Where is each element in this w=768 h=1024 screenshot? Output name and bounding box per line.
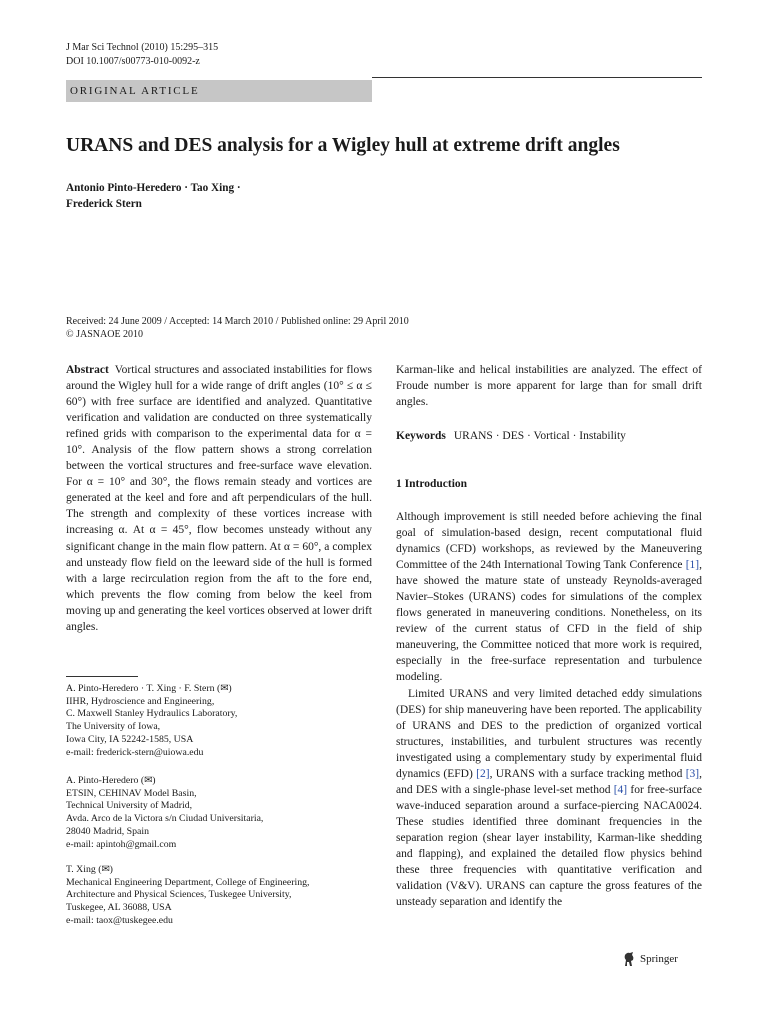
abstract-continuation-text: Karman-like and helical instabilities are analyzed. The effect of Froude number is more apparent for large than for small drift angles. (396, 364, 702, 409)
affiliation-line: The University of Iowa, (66, 721, 161, 733)
abstract-continuation (396, 362, 702, 410)
publication-dates (66, 315, 409, 341)
journal-citation: J Mar Sci Technol (2010) 15:295–315 (66, 42, 219, 53)
affiliation-2 (66, 775, 372, 851)
intro-paragraph-2 (396, 686, 702, 911)
affiliation-line: Tuskegee, AL 36088, USA (66, 902, 172, 914)
affiliation-line: C. Maxwell Stanley Hydraulics Laboratory, (66, 708, 238, 720)
copyright-line: © JASNAOE 2010 (66, 329, 144, 340)
affiliation-line: Technical University of Madrid, (66, 800, 193, 812)
intro-p1-text-a: Although improvement is still needed before achieving the final goal of simulation-based design, recent computational fluid dynamics (CFD) workshops, as reviewed by the Maneuvering Committee of the 24th International Towing Tank Conference (396, 511, 702, 572)
affiliation-line: Mechanical Engineering Department, College of Engineering, (66, 876, 310, 888)
affiliation-email[interactable]: e-mail: frederick-stern@uiowa.edu (66, 746, 204, 758)
affiliation-line: Avda. Arco de la Victora s/n Ciudad Universitaria, (66, 813, 264, 825)
article-type-band: ORIGINAL ARTICLE (66, 80, 372, 102)
intro-p1-text-b: , have showed the mature state of unsteady Reynolds-averaged Navier–Stokes (URANS) codes for simulations of the complex flows generated in maneuvering conditions. Nonetheless, on its review of the current status of CFD in the field of ship maneuvering, the Committee noticed that more work is required, especially in the free-surface representation and turbulence modeling. (396, 559, 702, 684)
intro-p2-text-b: , URANS with a surface tracking method (489, 767, 686, 780)
affiliation-line: Architecture and Physical Sciences, Tuskegee University, (66, 889, 292, 901)
header-rule (372, 77, 702, 78)
intro-p2-text-c: , and DES with a single-phase level-set method (396, 767, 702, 796)
publisher-name: Springer (640, 953, 678, 965)
citation-link-4[interactable]: [4] (613, 783, 628, 796)
abstract-label: Abstract (66, 364, 109, 376)
citation-link-2[interactable]: [2] (476, 767, 490, 780)
doi: DOI 10.1007/s00773-010-0092-z (66, 56, 200, 67)
publisher-logo (622, 951, 678, 967)
citation-link-1[interactable]: [1] (685, 559, 700, 572)
affiliation-names: A. Pinto-Heredero (✉) (66, 775, 156, 786)
affiliation-line: 28040 Madrid, Spain (66, 825, 149, 837)
affiliation-line: IIHR, Hydroscience and Engineering, (66, 695, 215, 707)
section-heading-introduction: 1 Introduction (396, 478, 468, 490)
author-list (66, 180, 466, 212)
affiliation-email[interactable]: e-mail: apintoh@gmail.com (66, 838, 177, 850)
affiliation-email[interactable]: e-mail: taox@tuskegee.edu (66, 914, 173, 926)
intro-p2-text-d: for free-surface wave-induced separation around a surface-piercing NACA0024. These studies identified three dominant frequencies in the separation region (shear layer instability, Karman-like shedding and flapping), and explained the detailed flow physics behind these three frequencies with quantitative verification and validation (V&V). URANS can capture the gross features of the unsteady separation and identify the (396, 783, 702, 909)
intro-paragraph-1 (396, 509, 702, 686)
paper-title: URANS and DES analysis for a Wigley hull at extreme drift angles (66, 135, 620, 156)
keywords-label: Keywords (396, 430, 446, 442)
keywords (396, 428, 702, 444)
keywords-text: URANS · DES · Vortical · Instability (453, 430, 626, 442)
affiliation-names: T. Xing (✉) (66, 864, 113, 875)
authors-line-1: Antonio Pinto-Heredero · Tao Xing · (66, 182, 241, 194)
intro-p2-text-a: Limited URANS and very limited detached eddy simulations (DES) for ship maneuvering have been reported. The applicability of URANS and DES to the prediction of organized vortical structures, instabilities, and turbulent structures was recently investigated using a complementary study by experimental fluid dynamics (EFD) (396, 687, 702, 780)
footnote-rule (66, 676, 138, 677)
affiliation-line: ETSIN, CEHINAV Model Basin, (66, 787, 197, 799)
authors-line-2: Frederick Stern (66, 198, 142, 210)
citation-link-3[interactable]: [3] (685, 767, 700, 780)
affiliation-line: Iowa City, IA 52242-1585, USA (66, 733, 194, 745)
abstract (66, 362, 372, 635)
affiliation-3 (66, 864, 372, 928)
introduction-body (396, 509, 702, 910)
abstract-text: Vortical structures and associated instabilities for flows around the Wigley hull for a wide range of drift angles (10° ≤ α ≤ 60°) with free surface are identified and analyzed. Quantitative verification and validation are conducted on three systematically refined grids with comparison to the experimental data for α = 10°. Analysis of the flow pattern shows a strong correlation between the vortical structures and free-surface wave elevation. For α = 10° and 30°, the flows remain steady and vortices are generated at the keel and fore and aft perpendiculars of the hull. The strength and complexity of these vortices increase with increasing α. At α = 45°, flow becomes unsteady without any significant change in the main flow pattern. At α = 60°, a complex and unsteady flow field on the leeward side of the hull is formed with a large recirculation region from the aft to the fore end, which prevents the flow coming from below the keel from moving up and generating the keel vortices observed at lower drift angles. (66, 364, 372, 633)
dates-line: Received: 24 June 2009 / Accepted: 14 March 2010 / Published online: 29 April 2010 (66, 316, 409, 327)
affiliation-names: A. Pinto-Heredero · T. Xing · F. Stern (✉) (66, 683, 232, 694)
affiliation-1 (66, 683, 372, 759)
springer-horse-icon (622, 951, 636, 967)
